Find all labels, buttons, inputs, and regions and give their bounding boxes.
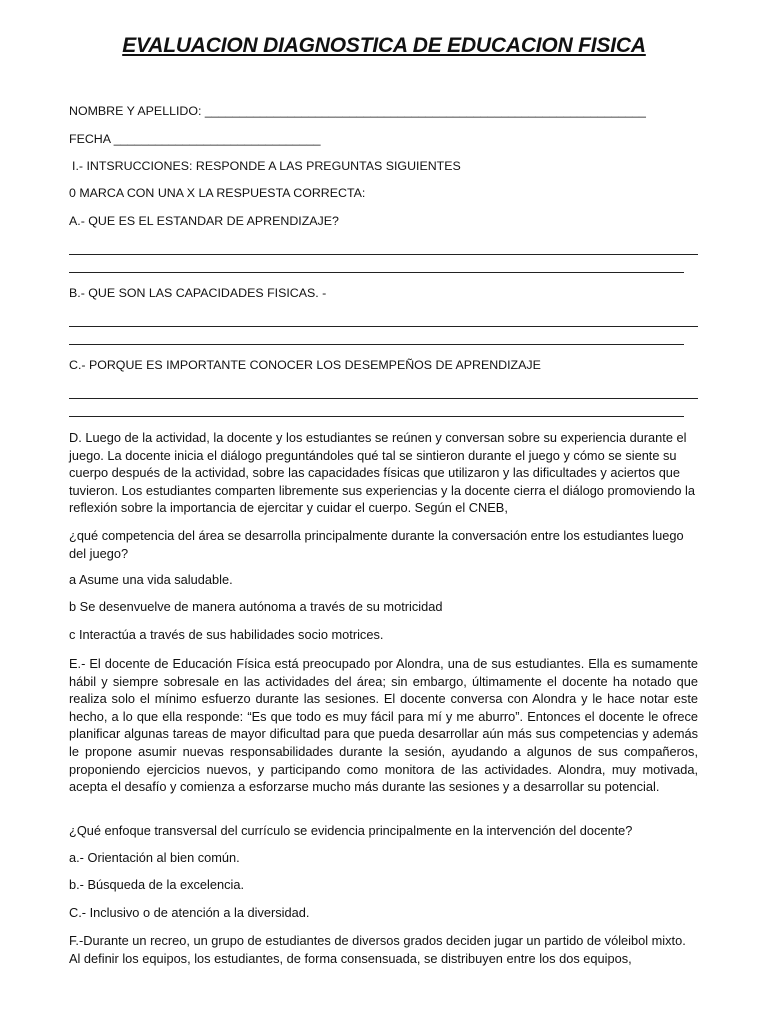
question-a: A.- QUE ES EL ESTANDAR DE APRENDIZAJE? — [69, 214, 339, 228]
option-d-a[interactable]: a Asume una vida saludable. — [69, 572, 233, 587]
instructions-text: I.- INTSRUCCIONES: RESPONDE A LAS PREGUNTAS SIGUIENTES — [72, 159, 461, 173]
question-c: C.- PORQUE ES IMPORTANTE CONOCER LOS DESEMPEÑOS DE APRENDIZAJE — [69, 358, 541, 372]
question-e-prompt: ¿Qué enfoque transversal del currículo se evidencia principalmente en la intervención del docente? — [69, 823, 633, 838]
document-title: EVALUACION DIAGNOSTICA DE EDUCACION FISICA — [122, 34, 646, 57]
option-e-c[interactable]: C.- Inclusivo o de atención a la diversidad. — [69, 905, 310, 920]
question-f-text: F.-Durante un recreo, un grupo de estudiantes de diversos grados deciden jugar un partido de vóleibol mixto. Al definir los equipos, los estudiantes, de forma consensuada, se distribuyen entre los dos equipos, — [69, 933, 686, 966]
question-d-text: D. Luego de la actividad, la docente y los estudiantes se reúnen y conversan sobre su experiencia durante el juego. La docente inicia el diálogo preguntándoles qué tal se sintieron durante el juego y cómo se siente su cuerpo después de la actividad, sobre las capacidades físicas que utilizaron y las dificultades y aciertos que tuvieron. Los estudiantes comparten libremente sus experiencias y la docente cierra el diálogo promoviendo la reflexión sobre la importancia de ejercitar y cuidar el cuerpo. Según el CNEB, — [69, 430, 695, 516]
name-field-label[interactable]: NOMBRE Y APELLIDO: ________________________________________________________________ — [69, 104, 646, 118]
answer-line[interactable] — [69, 416, 684, 417]
answer-line[interactable] — [69, 254, 698, 255]
question-d-prompt: ¿qué competencia del área se desarrolla principalmente durante la conversación entre los estudiantes luego del juego? — [69, 528, 684, 561]
question-e-text: E.- El docente de Educación Física está preocupado por Alondra, una de sus estudiantes. Ella es sumamente hábil y siempre sobresale en las actividades del área; sin embargo, últimamente el docente ha notado que realiza solo el mínimo esfuerzo durante las sesiones. El docente conversa con Alondra y le hace notar este hecho, a lo que ella responde: “Es que todo es muy fácil para mí y me aburro”. Entonces el docente le ofrece planificar algunas tareas de mayor dificultad para que pueda desarrollar aún más sus competencias y además le propone asumir nuevas responsabilidades durante la sesión, ayudando a algunos de sus compañeros, proponiendo ejercicios nuevos, y participando como monitora de las actividades. Alondra, muy motivada, acepta el desafío y comienza a esforzarse mucho más durante las sesiones y a desarrollar su potencial. — [69, 656, 698, 795]
option-e-a[interactable]: a.- Orientación al bien común. — [69, 850, 240, 865]
question-b: B.- QUE SON LAS CAPACIDADES FISICAS. - — [69, 286, 327, 300]
option-d-b[interactable]: b Se desenvuelve de manera autónoma a través de su motricidad — [69, 599, 443, 614]
answer-line[interactable] — [69, 326, 698, 327]
date-field-label[interactable]: FECHA ______________________________ — [69, 132, 321, 146]
answer-line[interactable] — [69, 398, 698, 399]
answer-line[interactable] — [69, 344, 684, 345]
option-d-c[interactable]: c Interactúa a través de sus habilidades socio motrices. — [69, 627, 384, 642]
answer-line[interactable] — [69, 272, 684, 273]
option-e-b[interactable]: b.- Búsqueda de la excelencia. — [69, 877, 245, 892]
mark-instructions-text: 0 MARCA CON UNA X LA RESPUESTA CORRECTA: — [69, 186, 366, 200]
